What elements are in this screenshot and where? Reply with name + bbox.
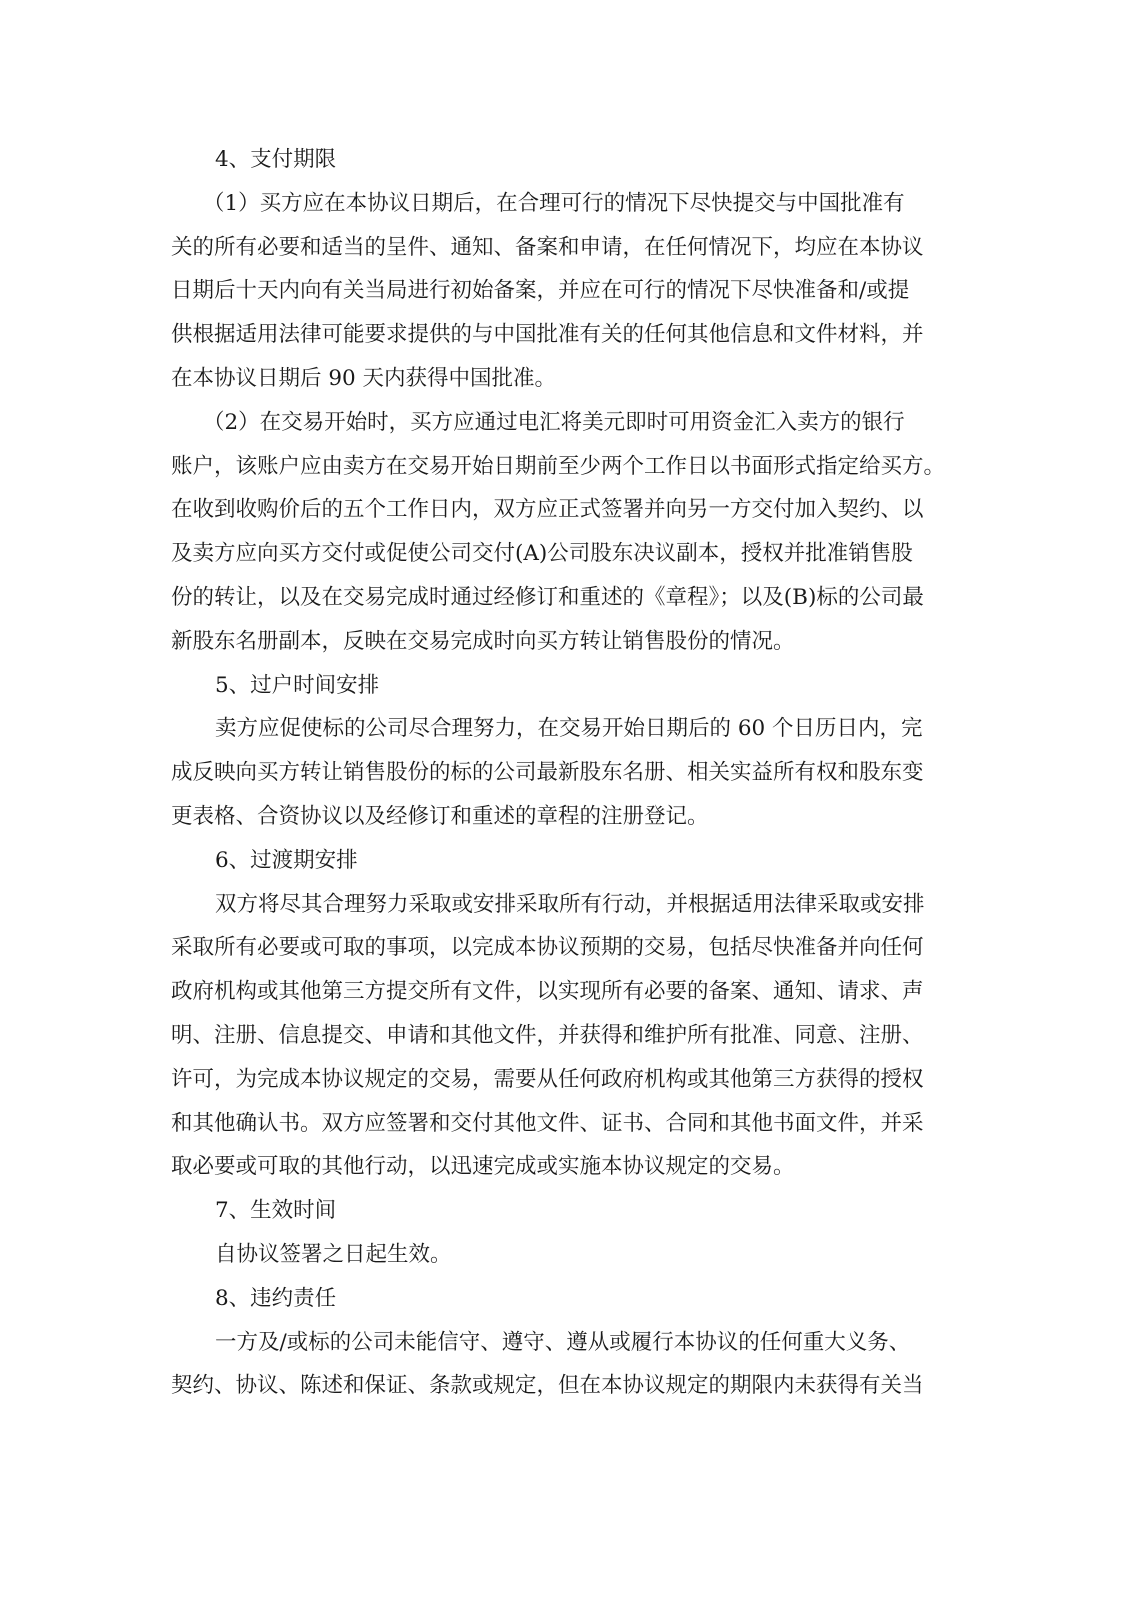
body-line: 供根据适用法律可能要求提供的与中国批准有关的任何其他信息和文件材料，并 (171, 322, 924, 348)
section-heading-effective-time: 7、生效时间 (215, 1198, 337, 1224)
section-heading-transfer-schedule: 5、过户时间安排 (215, 672, 380, 698)
body-line: 账户，该账户应由卖方在交易开始日期前至少两个工作日以书面形式指定给买方。 (171, 453, 946, 479)
body-line: 取必要或可取的其他行动，以迅速完成或实施本协议规定的交易。 (171, 1154, 795, 1180)
body-line: 份的转让，以及在交易完成时通过经修订和重述的《章程》；以及(B)标的公司最 (171, 584, 924, 610)
body-line: 日期后十天内向有关当局进行初始备案，并应在可行的情况下尽快准备和/或提 (171, 278, 910, 304)
body-line: 关的所有必要和适当的呈件、通知、备案和申请，在任何情况下，均应在本协议 (171, 234, 924, 260)
body-line: （2）在交易开始时，买方应通过电汇将美元即时可用资金汇入卖方的银行 (203, 409, 905, 435)
document-body (171, 138, 971, 1408)
body-line: 成反映向买方转让销售股份的标的公司最新股东名册、相关实益所有权和股东变 (171, 760, 924, 786)
body-line: （1）买方应在本协议日期后，在合理可行的情况下尽快提交与中国批准有 (203, 190, 905, 216)
body-line: 双方将尽其合理努力采取或安排采取所有行动，并根据适用法律采取或安排 (215, 891, 925, 917)
body-line: 卖方应促使标的公司尽合理努力，在交易开始日期后的 60 个日历日内，完 (215, 716, 923, 742)
body-line: 和其他确认书。双方应签署和交付其他文件、证书、合同和其他书面文件，并采 (171, 1110, 924, 1136)
body-line: 在收到收购价后的五个工作日内，双方应正式签署并向另一方交付加入契约、以 (171, 497, 924, 523)
body-line: 在本协议日期后 90 天内获得中国批准。 (171, 365, 557, 391)
body-line: 契约、协议、陈述和保证、条款或规定，但在本协议规定的期限内未获得有关当 (171, 1373, 924, 1399)
body-line: 许可，为完成本协议规定的交易，需要从任何政府机构或其他第三方获得的授权 (171, 1066, 924, 1092)
body-line: 政府机构或其他第三方提交所有文件，以实现所有必要的备案、通知、请求、声 (171, 979, 924, 1005)
body-line: 采取所有必要或可取的事项，以完成本协议预期的交易，包括尽快准备并向任何 (171, 935, 924, 961)
body-line: 明、注册、信息提交、申请和其他文件，并获得和维护所有批准、同意、注册、 (171, 1022, 924, 1048)
body-line: 自协议签署之日起生效。 (215, 1241, 452, 1267)
body-line: 及卖方应向买方交付或促使公司交付(A)公司股东决议副本，授权并批准销售股 (171, 541, 913, 567)
body-line: 一方及/或标的公司未能信守、遵守、遵从或履行本协议的任何重大义务、 (215, 1329, 911, 1355)
section-heading-transition-period: 6、过渡期安排 (215, 847, 358, 873)
body-line: 新股东名册副本，反映在交易完成时向买方转让销售股份的情况。 (171, 628, 795, 654)
section-heading-liability: 8、违约责任 (215, 1285, 337, 1311)
section-heading-payment-term: 4、支付期限 (215, 147, 337, 172)
body-line: 更表格、合资协议以及经修订和重述的章程的注册登记。 (171, 803, 709, 829)
